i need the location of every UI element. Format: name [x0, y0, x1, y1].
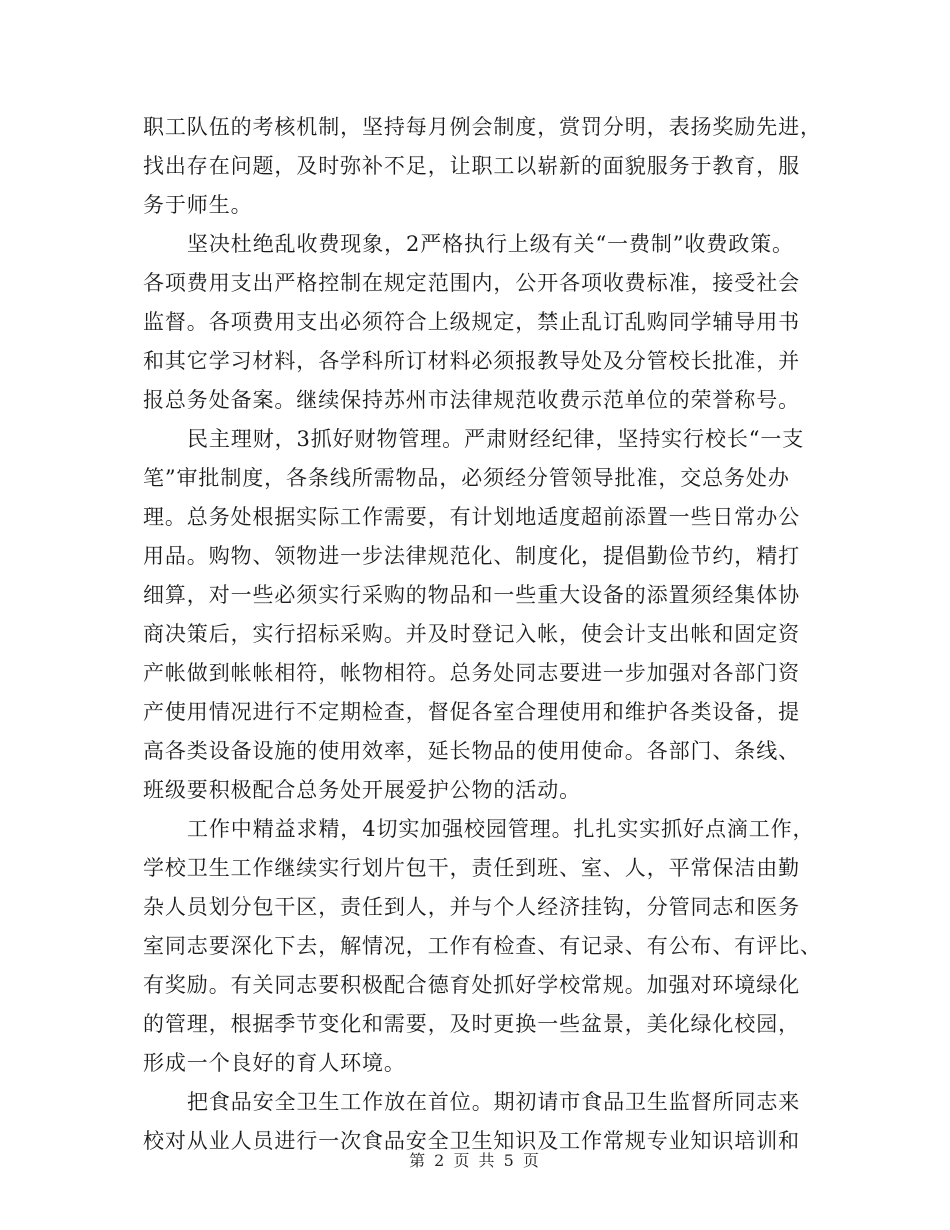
text-line: 校对从业人员进行一次食品安全卫生知识及工作常规专业知识培训和: [143, 1129, 800, 1153]
text-line: 职工队伍的考核机制，坚持每月例会制度，赏罚分明，表扬奖励先进，: [143, 115, 822, 139]
text-line: 产使用情况进行不定期检查，督促各室合理使用和维护各类设备，提: [143, 700, 800, 724]
text-line: 报总务处备案。继续保持苏州市法律规范收费示范单位的荣誉称号。: [143, 388, 800, 412]
text-line: 细算，对一些必须实行采购的物品和一些重大设备的添置须经集体协: [143, 583, 800, 607]
text-line: 室同志要深化下去，解情况，工作有检查、有记录、有公布、有评比、: [143, 934, 822, 958]
text-line: 高各类设备设施的使用效率，延长物品的使用使命。各部门、条线、: [143, 739, 800, 763]
text-line: 用品。购物、领物进一步法律规范化、制度化，提倡勤俭节约，精打: [143, 544, 800, 568]
text-line: 商决策后，实行招标采购。并及时登记入帐，使会计支出帐和固定资: [143, 622, 800, 646]
text-line: 有奖励。有关同志要积极配合德育处抓好学校常规。加强对环境绿化: [143, 973, 800, 997]
text-line: 产帐做到帐帐相符，帐物相符。总务处同志要进一步加强对各部门资: [143, 661, 800, 685]
text-line: 和其它学习材料，各学科所订材料必须报教导处及分管校长批准，并: [143, 349, 800, 373]
paragraph-first-line: 把食品安全卫生工作放在首位。期初请市食品卫生监督所同志来: [187, 1090, 801, 1114]
text-line: 务于师生。: [143, 193, 253, 217]
text-line: 笔”审批制度，各条线所需物品，必须经分管领导批准，交总务处办: [143, 466, 790, 490]
paragraph-first-line: 工作中精益求精，4切实加强校园管理。扎扎实实抓好点滴工作，: [187, 817, 815, 841]
text-line: 的管理，根据季节变化和需要，及时更换一些盆景，美化绿化校园，: [143, 1012, 800, 1036]
text-line: 找出存在问题，及时弥补不足，让职工以崭新的面貌服务于教育，服: [143, 154, 800, 178]
page-number-footer: 第 2 页 共 5 页: [409, 1151, 541, 1170]
paragraph-first-line: 坚决杜绝乱收费现象，2严格执行上级有关“一费制”收费政策。: [187, 232, 794, 256]
text-line: 学校卫生工作继续实行划片包干，责任到班、室、人，平常保洁由勤: [143, 856, 800, 880]
text-line: 各项费用支出严格控制在规定范围内，公开各项收费标准，接受社会: [143, 271, 800, 295]
paragraph-first-line: 民主理财，3抓好财物管理。严肃财经纪律，坚持实行校长“一支: [187, 427, 805, 451]
text-line: 形成一个良好的育人环境。: [143, 1051, 406, 1075]
document-body: [143, 108, 822, 1161]
text-line: 杂人员划分包干区，责任到人，并与个人经济挂钩，分管同志和医务: [143, 895, 800, 919]
text-line: 监督。各项费用支出必须符合上级规定，禁止乱订乱购同学辅导用书: [143, 310, 800, 334]
text-line: 班级要积极配合总务处开展爱护公物的活动。: [143, 778, 581, 802]
text-line: 理。总务处根据实际工作需要，有计划地适度超前添置一些日常办公: [143, 505, 800, 529]
